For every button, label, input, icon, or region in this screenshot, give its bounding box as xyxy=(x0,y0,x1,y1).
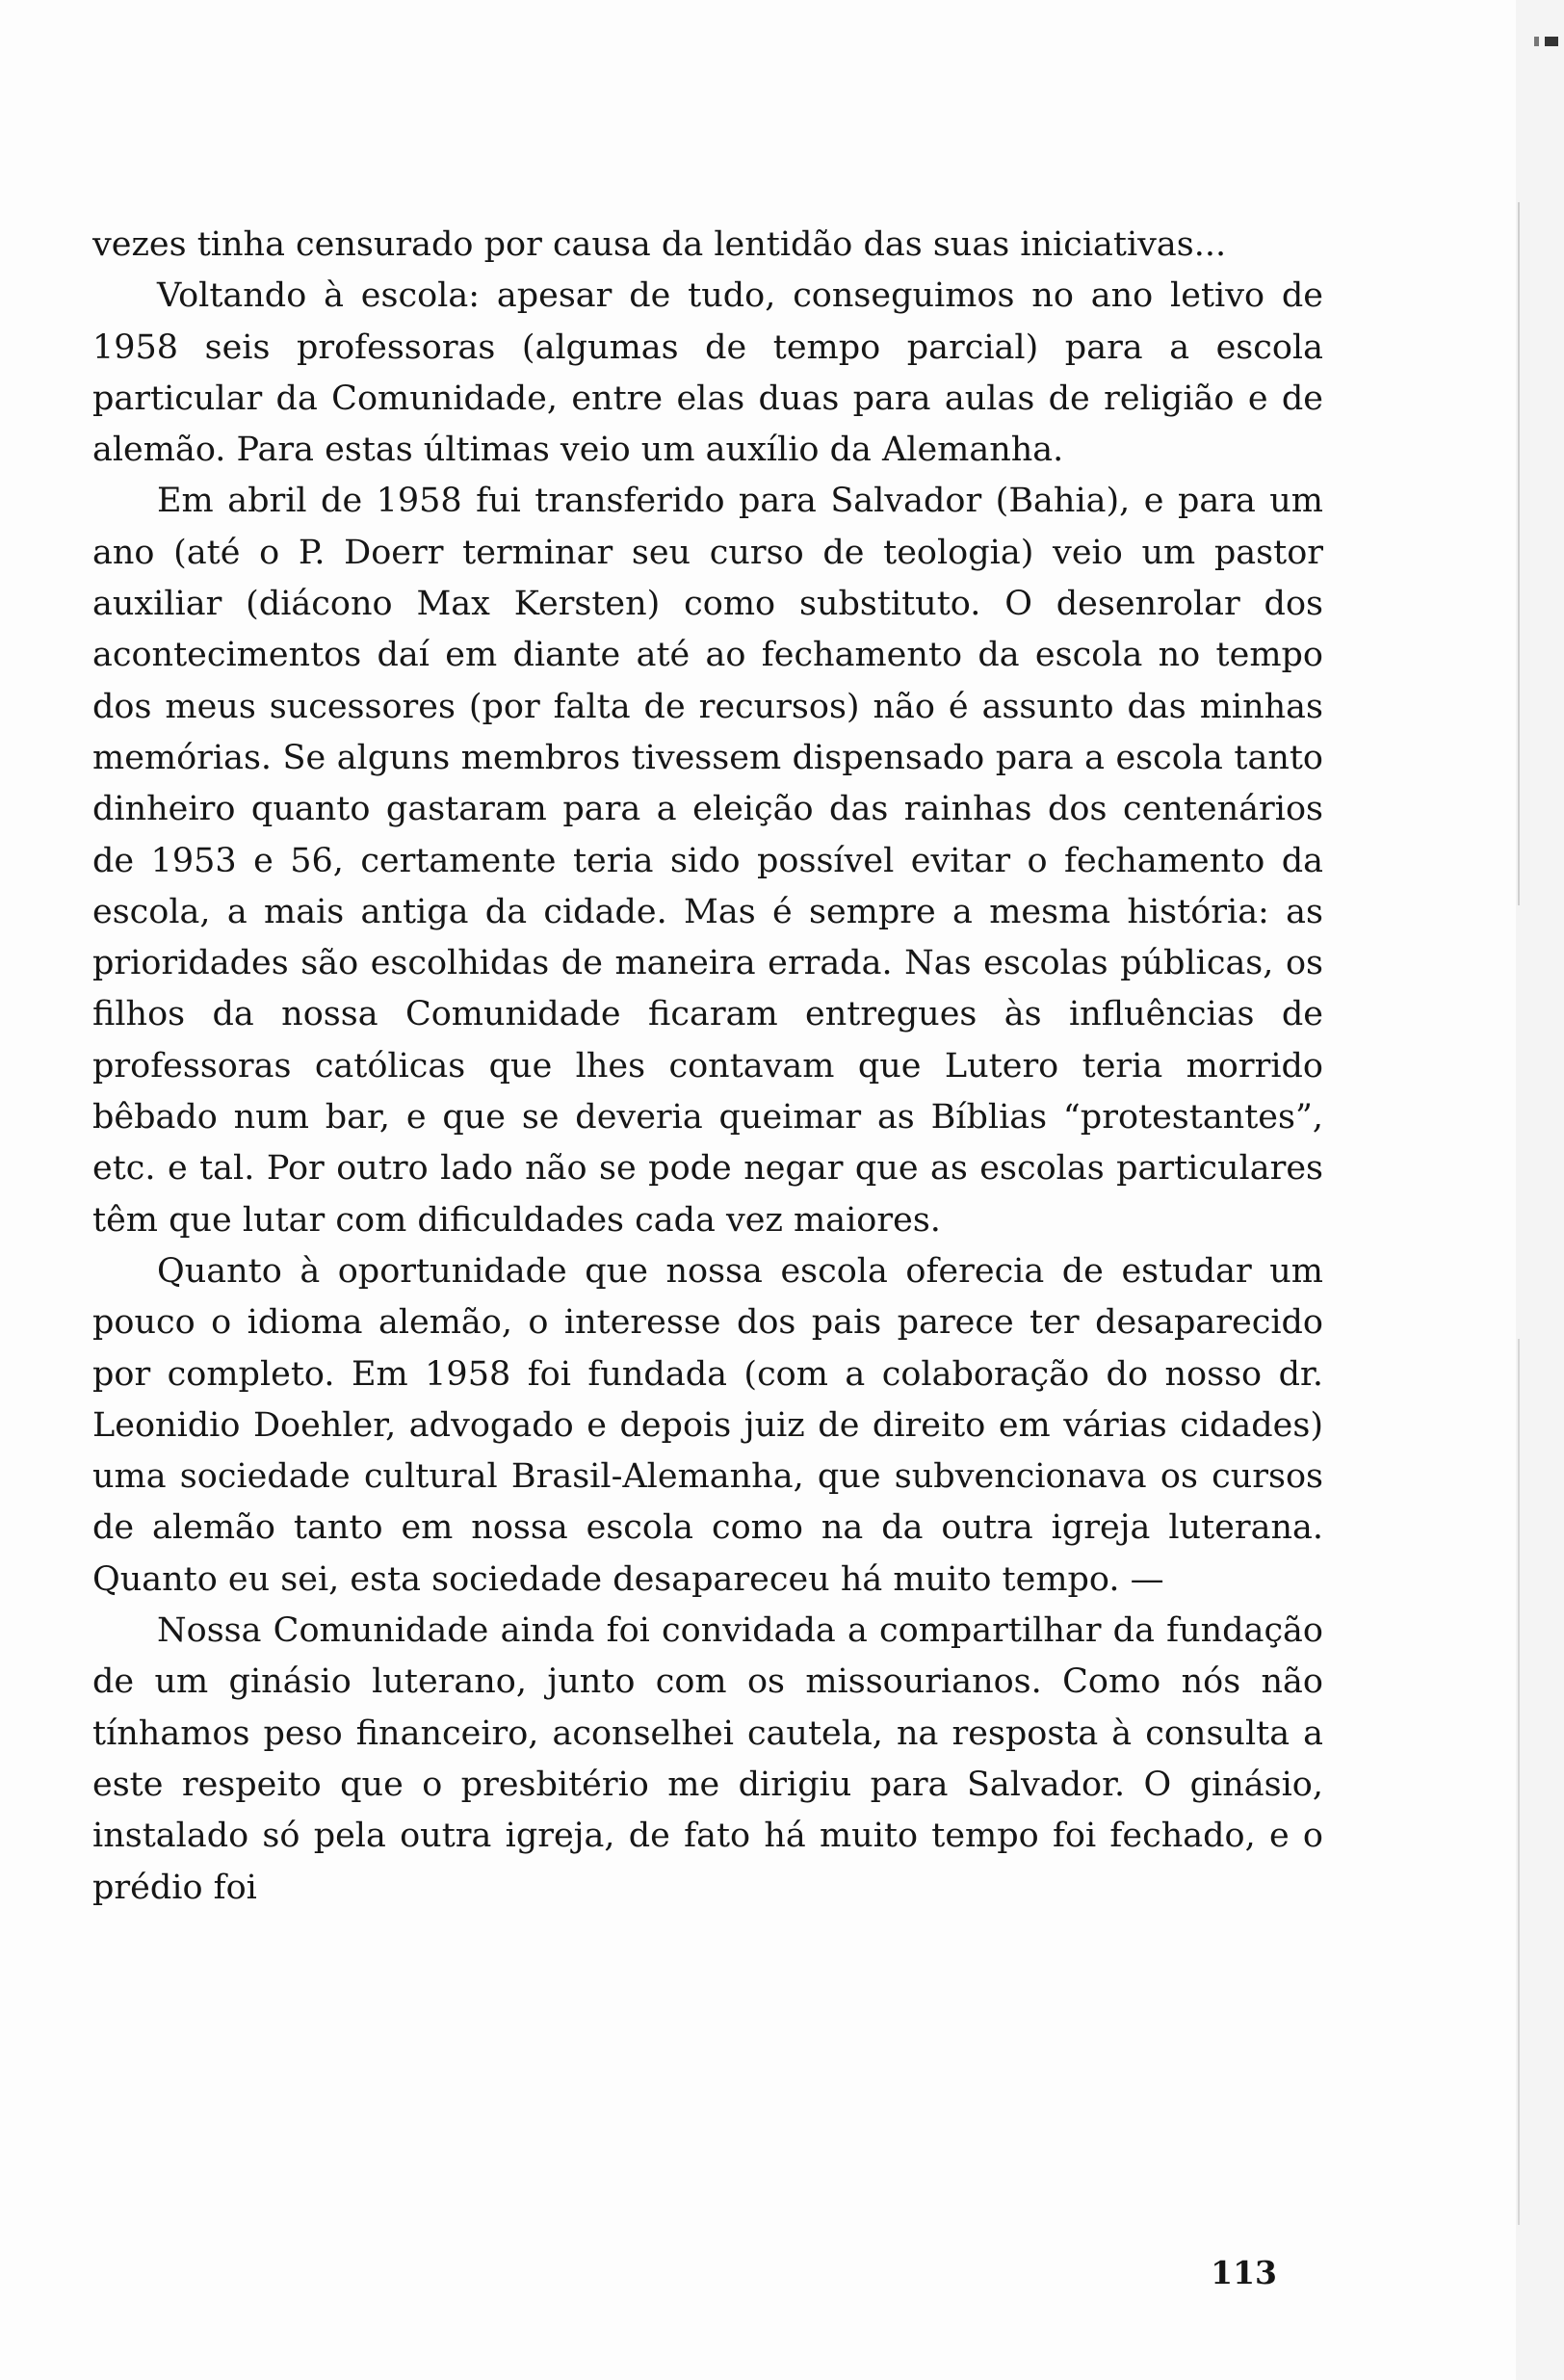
page-number: 113 xyxy=(1211,2254,1277,2291)
scan-corner-mark xyxy=(1545,37,1558,46)
paragraph-gymnasium: Nossa Comunidade ainda foi convidada a compartilhar da fundação de um ginásio luterano, junto com os missourianos. Como nós não tínhamos peso financeiro, aconselhei cautela, na resposta à consulta a este respeito que o presbitério me dirigiu para Salvador. O ginásio, instalado só pela outra igreja, de fato há muito tempo foi fechado, e o prédio foi xyxy=(92,1611,1323,1907)
paragraph-transfer: Em abril de 1958 fui transferido para Salvador (Bahia), e para um ano (até o P. Doerr terminar seu curso de teologia) veio um pastor auxiliar (diácono Max Kersten) como substituto. O desenrolar dos acontecimentos daí em diante até ao fechamento da escola no tempo dos meus sucessores (por falta de recursos) não é assunto das minhas memórias. Se alguns membros tivessem dispensado para a escola tanto dinheiro quanto gastaram para a eleição das rainhas dos centenários de 1953 e 56, certamente teria sido possível evitar o fechamento da escola, a mais antiga da cidade. Mas é sempre a mesma história: as prioridades são escolhidas de maneira errada. Nas escolas públicas, os filhos da nossa Comunidade ficaram entregues às influências de professoras católicas que lhes contavam que Lutero teria morrido bêbado num bar, e que se deveria queimar as Bíblias “protestantes”, etc. e tal. Por outro lado não se pode negar que as escolas particulares têm que lutar com dificuldades cada vez maiores. xyxy=(92,482,1323,1240)
paragraph-continuation: vezes tinha censurado por causa da lentidão das suas iniciativas... xyxy=(92,225,1227,264)
paragraph-school: Voltando à escola: apesar de tudo, conseguimos no ano letivo de 1958 seis professoras (algumas de tempo parcial) para a escola particular da Comunidade, entre elas duas para aulas de religião e de alemão. Para estas últimas veio um auxílio da Alemanha. xyxy=(92,276,1323,470)
paragraph-german-language: Quanto à oportunidade que nossa escola oferecia de estudar um pouco o idioma alemão, o interesse dos pais parece ter desaparecido por completo. Em 1958 foi fundada (com a colaboração do nosso dr. Leonidio Doehler, advogado e depois juiz de direito em várias cidades) uma sociedade cultural Brasil-Alemanha, que subvencionava os cursos de alemão tanto em nossa escola como na da outra igreja luterana. Quanto eu sei, esta sociedade desapareceu há muito tempo. — xyxy=(92,1251,1323,1599)
scan-margin xyxy=(1516,0,1564,2380)
body-text xyxy=(92,220,1323,1914)
page-edge-line xyxy=(1518,202,1520,905)
scan-corner-mark xyxy=(1534,37,1539,46)
page-edge-line xyxy=(1518,1339,1520,2225)
